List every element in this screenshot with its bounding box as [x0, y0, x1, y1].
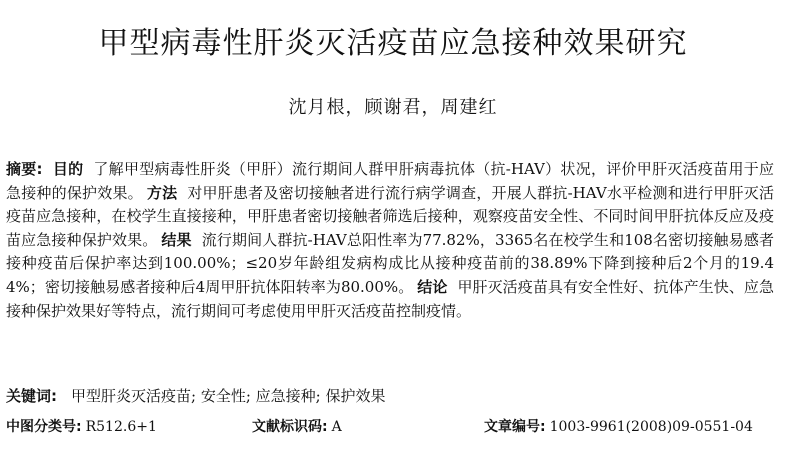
- conclusion-label: 结论: [417, 277, 448, 296]
- doc-label: 文献标识码:: [252, 419, 328, 435]
- article-number: [484, 416, 753, 436]
- conclusion-text: 甲肝灭活疫苗具有安全性好、抗体产生快、应急接种保护效果好等特点，流行期间可考虑使用甲肝灭活疫苗控制疫情。: [6, 277, 774, 320]
- abstract-label: 摘要:: [6, 160, 43, 178]
- article-label: 文章编号:: [484, 419, 546, 435]
- clc-value: R512.6+1: [85, 419, 157, 435]
- paper-title: 甲型病毒性肝炎灭活疫苗应急接种效果研究: [98, 26, 688, 61]
- doc-value: A: [331, 419, 342, 435]
- purpose-text: 了解甲型病毒性肝炎（甲肝）流行期间人群甲肝病毒抗体（抗-HAV）状况，评价甲肝灭活疫苗用于应急接种的保护效果。: [6, 160, 774, 202]
- purpose-label: 目的: [52, 160, 84, 178]
- abstract: [6, 158, 774, 323]
- clc-label: 中图分类号:: [6, 419, 82, 435]
- results-label: 结果: [161, 230, 192, 249]
- methods-label: 方法: [146, 183, 178, 202]
- clc-number: [6, 416, 157, 436]
- keywords: [6, 385, 774, 406]
- results-text: 流行期间人群抗-HAV总阳性率为77.82%，3365名在校学生和108名密切接触易感者接种疫苗后保护率达到100.00%；≤20岁年龄组发病构成比从接种疫苗前的38.89%下降到接种后2个月的19.44%；密切接触易感者接种后4周甲肝抗体阳转率为80.00%。: [6, 230, 774, 296]
- methods-text: 对甲肝患者及密切接触者进行流行病学调查，开展人群抗-HAV水平检测和进行甲肝灭活疫苗应急接种，在校学生直接接种，甲肝患者密切接触者筛选后接种，观察疫苗安全性、不同时间甲肝抗体反应及疫苗应急接种保护效果。: [6, 183, 774, 249]
- article-value: 1003-9961(2008)09-0551-04: [549, 419, 753, 435]
- keywords-label: 关键词:: [6, 387, 57, 405]
- keywords-text: 甲型肝炎灭活疫苗; 安全性; 应急接种; 保护效果: [71, 387, 386, 405]
- document-code: [252, 416, 342, 436]
- author-list: 沈月根，顾谢君，周建红: [288, 97, 498, 118]
